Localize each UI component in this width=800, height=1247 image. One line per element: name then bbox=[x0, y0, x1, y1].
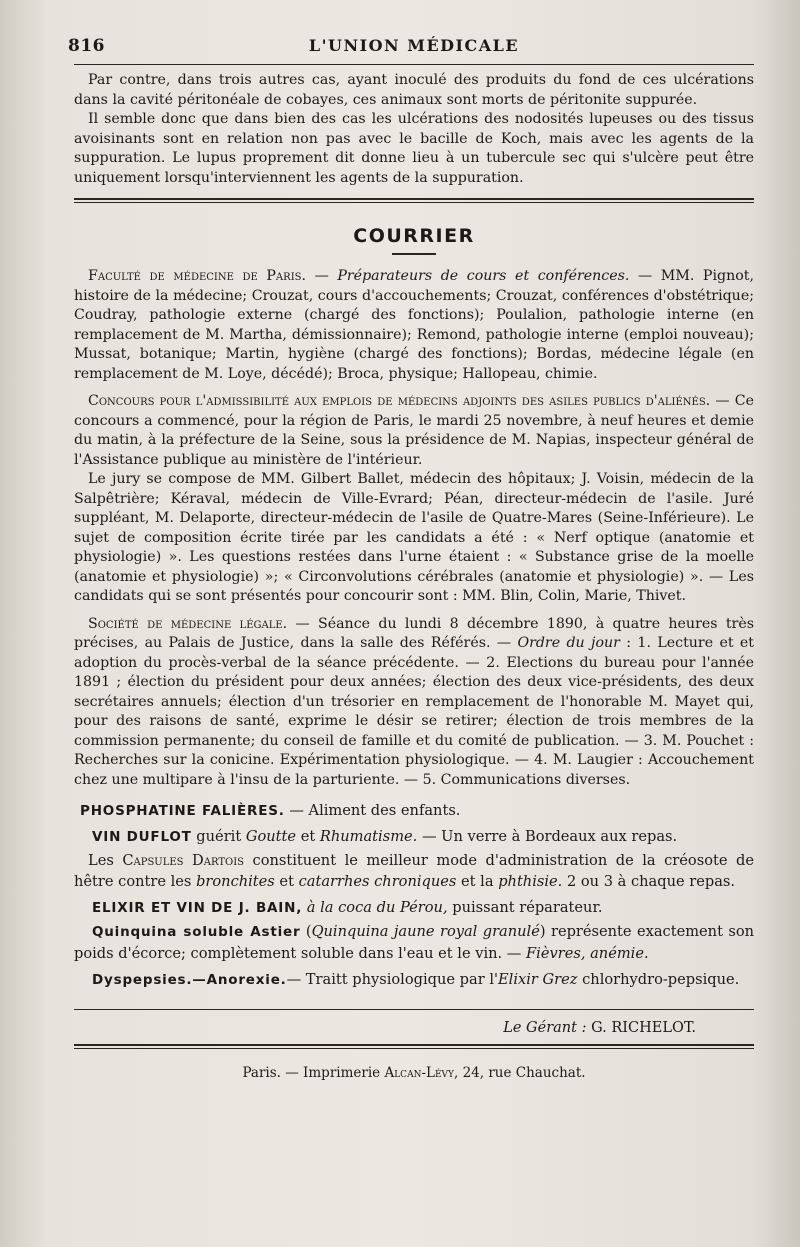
footer-rule-bottom bbox=[74, 1044, 754, 1049]
section-title: COURRIER bbox=[353, 225, 475, 247]
faculte-italic: Préparateurs de cours et conférences. bbox=[337, 268, 630, 284]
faculte-lead: Faculté de médecine de Paris. bbox=[88, 268, 306, 284]
concours-lead: Concours pour l'admissibilité aux emplois de médecins adjoints des asiles publics d'aliénés. bbox=[88, 393, 711, 409]
footer-rule-top bbox=[74, 1009, 754, 1010]
running-head bbox=[68, 32, 754, 60]
jury-paragraph: Le jury se compose de MM. Gilbert Ballet, médecin des hôpitaux; J. Voisin, médecin de la Salpêtrière; Kéraval, médecin de Ville-Evrard; Péan, directeur-médecin de l'asile. Juré suppléant, M. Delaporte, directeur-médecin de l'asile de Quatre-Mares (Seine-Inférieure). Le sujet de composition écrite tirée par les candidats a été : « Nerf optique (anatomie et physiologie) ». Les questions restées dans l'urne étaient : « Substance grise de la moelle (anatomie et physiologie) »; « Circonvolutions cérébrales (anatomie et physiologie) ». — Les candidats qui se sont présentés pour concourir sont : MM. Blin, Colin, Marie, Thivet. bbox=[74, 471, 754, 604]
page-number: 816 bbox=[68, 36, 105, 56]
ad-phosphatine: PHOSPHATINE FALIÈRES. — Aliment des enfants. bbox=[80, 802, 461, 819]
ad-astier: Quinquina soluble Astier (Quinquina jaune royal granulé) représente exactement son poids d'écorce; complètement soluble dans l'eau et le vin. — Fièvres, anémie. bbox=[74, 923, 755, 962]
concours-paragraph: Concours pour l'admissibilité aux emplois de médecins adjoints des asiles publics d'aliénés. — Ce concours a commencé, pour la région de Paris, le mardi 25 novembre, à neuf heures et demie du matin, à la préfecture de la Seine, sous la présidence de M. Napias, inspecteur général de l'Assistance publique au ministère de l'intérieur. bbox=[74, 393, 754, 468]
ad-grez: Dyspepsies.—Anorexie.— Traitt physiologique par l'Elixir Grez chlorhydro-pepsique. bbox=[92, 971, 740, 988]
title-dash bbox=[392, 253, 436, 255]
ad-bain: ELIXIR ET VIN DE J. BAIN, à la coca du Pérou, puissant réparateur. bbox=[92, 899, 603, 916]
intro-paragraph-1: Par contre, dans trois autres cas, ayant inoculé des produits du fond de ces ulcérations dans la cavité péritonéale de cobayes, ces animaux sont morts de péritonite suppurée. bbox=[74, 72, 754, 108]
societe-paragraph: Société de médecine légale. — Séance du lundi 8 décembre 1890, à quatre heures très précises, au Palais de Justice, dans la salle des Référés. — Ordre du jour : 1. Lecture et et adoption du procès-verbal de la séance précédente. — 2. Elections du bureau pour l'année 1891 ; élection du président pour deux années; élection des deux vice-présidents, des deux secrétaires annuels; élection d'un trésorier en remplacement de l'honorable M. Mayet qui, pour des raisons de santé, exprime le désir se retirer; élection de trois membres de la commission permanente; du conseil de famille et du comité de publication. — 3. M. Pouchet : Recherches sur la conicine. Expérimentation physiologique. — 4. M. Laugier : Accouchement chez une multipare à l'insu de la parturiente. — 5. Communications diverses. bbox=[74, 615, 755, 788]
journal-title: L'UNION MÉDICALE bbox=[308, 36, 520, 55]
faculte-paragraph: Faculté de médecine de Paris. — Préparateurs de cours et conférences. — MM. Pignot, histoire de la médecine; Crouzat, cours d'accouchements; Crouzat, conférences d'obstétrique; Coudray, pathologie externe (chargé des fonctions); Poulalion, pathologie interne (en remplacement de M. Martha, démissionnaire); Remond, pathologie interne (emploi nouveau); Mussat, botanique; Martin, hygiène (chargé des fonctions); Bordas, médecine légale (en remplacement de M. Loye, décédé); Broca, physique; Hallopeau, chimie. bbox=[74, 268, 754, 382]
section-divider bbox=[74, 198, 754, 203]
advertisements bbox=[74, 798, 754, 993]
intro-paragraph-2: Il semble donc que dans bien des cas les ulcérations des nodosités lupeuses ou des tissus avoisinants sont en relation non pas avec le bacille de Koch, mais avec les agents de la suppuration. Le lupus proprement dit donne lieu à un tubercule sec qui s'ulcère peut être uniquement lorsqu'interviennent les agents de la suppuration. bbox=[74, 111, 754, 186]
gerant-line: Le Gérant : G. RICHELOT. bbox=[503, 1020, 696, 1036]
ad-dartois: Les Capsules Dartois constituent le meilleur mode d'administration de la créosote de hêtre contre les bronchites et catarrhes chroniques et la phthisie. 2 ou 3 à chaque repas. bbox=[74, 852, 754, 890]
societe-lead: Société de médecine légale. bbox=[88, 615, 288, 632]
ad-duflot: VIN DUFLOT guérit Goutte et Rhumatisme. — Un verre à Bordeaux aux repas. bbox=[92, 828, 678, 845]
page-content bbox=[68, 32, 755, 1081]
imprint-line: Paris. — Imprimerie Alcan-Lévy, 24, rue Chauchat. bbox=[242, 1065, 586, 1081]
